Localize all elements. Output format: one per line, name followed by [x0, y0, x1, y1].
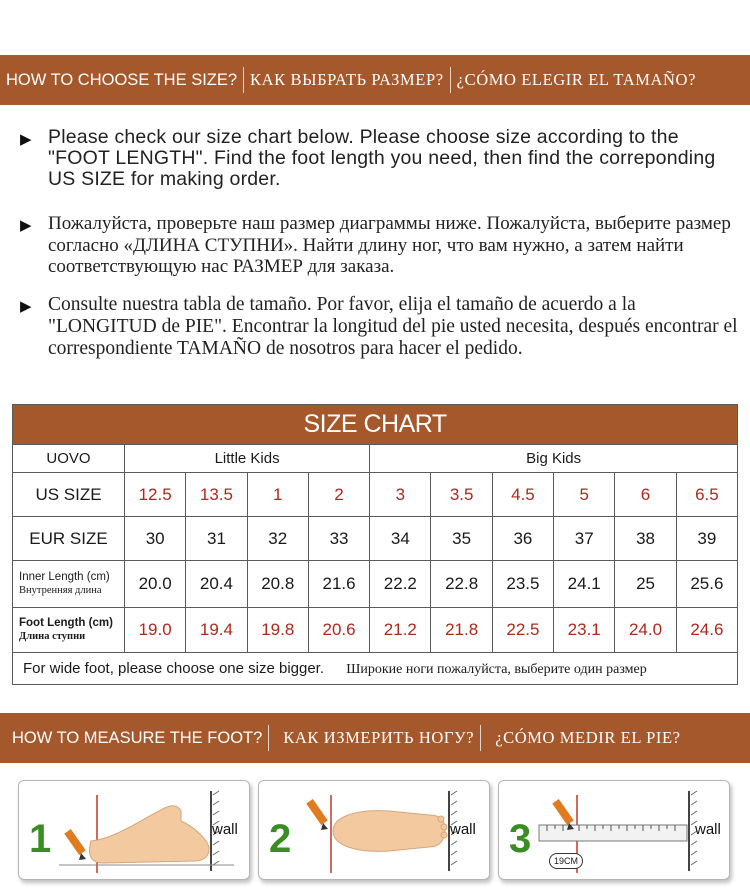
us-size-cell: 12.5: [125, 473, 186, 517]
banner-choose-ru: КАК ВЫБРАТЬ РАЗМЕР?: [250, 70, 444, 89]
foot-length-cell: 21.2: [370, 608, 431, 653]
inner-length-cell: 20.0: [125, 561, 186, 608]
wide-foot-note-en: For wide foot, please choose one size bigger.: [23, 659, 325, 677]
step-number: 1: [29, 817, 52, 861]
us-size-cell: 4.5: [492, 473, 553, 517]
inner-length-cell: 22.8: [431, 561, 492, 608]
us-size-cell: 5: [554, 473, 615, 517]
us-size-cell: 6.5: [676, 473, 737, 517]
inner-length-cell: 23.5: [492, 561, 553, 608]
inner-length-cell: 25.6: [676, 561, 737, 608]
row-label-en: Inner Length (cm): [19, 571, 110, 583]
eur-size-cell: 33: [308, 517, 369, 561]
eur-size-cell: 31: [186, 517, 247, 561]
instruction-es-text: Consulte nuestra tabla de tamaño. Por favor, elija el tamaño de acuerdo a la "LONGITUD de PIE". Encontrar la longitud del pie usted necesita, después encontrar el correspondiente TAMAÑO de nosotros para hacer el pedido.: [48, 294, 738, 359]
us-size-cell: 3.5: [431, 473, 492, 517]
us-size-cell: 3: [370, 473, 431, 517]
big-kids-header: Big Kids: [370, 445, 738, 473]
wide-foot-note: [13, 653, 738, 685]
wall-label: wall: [450, 821, 476, 838]
eur-size-cell: 30: [125, 517, 186, 561]
eur-size-row: [13, 517, 738, 561]
measure-step-2-panel: [258, 780, 490, 880]
row-label: [13, 561, 125, 608]
foot-length-cell: 24.0: [615, 608, 676, 653]
row-label: US SIZE: [13, 473, 125, 517]
eur-size-cell: 38: [615, 517, 676, 561]
eur-size-cell: 32: [247, 517, 308, 561]
measure-step-3-panel: [498, 780, 730, 880]
foot-length-cell: 19.4: [186, 608, 247, 653]
inner-length-cell: 21.6: [308, 561, 369, 608]
us-size-cell: 6: [615, 473, 676, 517]
instruction-es: [20, 294, 740, 360]
brand-cell: UOVO: [13, 445, 125, 473]
measure-step-1-panel: [18, 780, 250, 880]
us-size-row: [13, 473, 738, 517]
inner-length-row: [13, 561, 738, 608]
row-label-en: Foot Length (cm): [19, 617, 113, 629]
instruction-en: [20, 127, 740, 190]
eur-size-cell: 34: [370, 517, 431, 561]
eur-size-cell: 37: [554, 517, 615, 561]
inner-length-cell: 24.1: [554, 561, 615, 608]
row-label-ru: Внутренняя длина: [19, 585, 102, 596]
choose-size-banner: [0, 55, 750, 105]
wall-label: wall: [212, 821, 238, 838]
step-number: 3: [509, 817, 532, 861]
foot-length-cell: 24.6: [676, 608, 737, 653]
row-label-ru: Длина ступни: [19, 631, 86, 642]
foot-length-cell: 20.6: [308, 608, 369, 653]
foot-length-cell: 22.5: [492, 608, 553, 653]
arrow-right-icon: ▶: [20, 298, 32, 315]
arrow-right-icon: ▶: [20, 217, 32, 234]
us-size-cell: 1: [247, 473, 308, 517]
instruction-ru: [20, 213, 740, 278]
foot-length-cell: 21.8: [431, 608, 492, 653]
banner-measure-en: HOW TO MEASURE THE FOOT?: [12, 728, 263, 747]
row-label: EUR SIZE: [13, 517, 125, 561]
banner-choose-es: ¿CÓMO ELEGIR EL TAMAÑO?: [456, 70, 696, 89]
foot-length-cell: 19.8: [247, 608, 308, 653]
little-kids-header: Little Kids: [125, 445, 370, 473]
foot-length-cell: 19.0: [125, 608, 186, 653]
us-size-cell: 2: [308, 473, 369, 517]
measurement-label: 19CM: [549, 853, 583, 869]
wide-foot-note-ru: Широкие ноги пожалуйста, выберите один размер: [346, 661, 647, 677]
eur-size-cell: 36: [492, 517, 553, 561]
eur-size-cell: 39: [676, 517, 737, 561]
inner-length-cell: 20.8: [247, 561, 308, 608]
inner-length-cell: 25: [615, 561, 676, 608]
size-chart-title: SIZE CHART: [13, 405, 738, 445]
inner-length-cell: 22.2: [370, 561, 431, 608]
foot-length-cell: 23.1: [554, 608, 615, 653]
row-label: [13, 608, 125, 653]
foot-length-row: [13, 608, 738, 653]
inner-length-cell: 20.4: [186, 561, 247, 608]
step-number: 2: [269, 817, 292, 861]
banner-choose-en: HOW TO CHOOSE THE SIZE?: [6, 70, 238, 89]
instruction-en-text: Please check our size chart below. Please choose size according to the "FOOT LENGTH". Find the foot length you need, then find the correponding US SIZE for making order.: [48, 126, 716, 190]
wall-label: wall: [695, 821, 721, 838]
measure-foot-banner: [0, 713, 750, 763]
banner-measure-ru: КАК ИЗМЕРИТЬ НОГУ?: [283, 728, 475, 747]
arrow-right-icon: ▶: [20, 131, 32, 148]
size-chart-table: [12, 404, 738, 685]
eur-size-cell: 35: [431, 517, 492, 561]
us-size-cell: 13.5: [186, 473, 247, 517]
instruction-ru-text: Пожалуйста, проверьте наш размер диаграммы ниже. Пожалуйста, выберите размер согласно «ДЛИНА СТУПНИ». Найти длину ног, что вам нужно, а затем найти соответствующую нас РАЗМЕР для заказа.: [48, 213, 731, 277]
banner-measure-es: ¿CÓMO MEDIR EL PIE?: [495, 728, 681, 747]
